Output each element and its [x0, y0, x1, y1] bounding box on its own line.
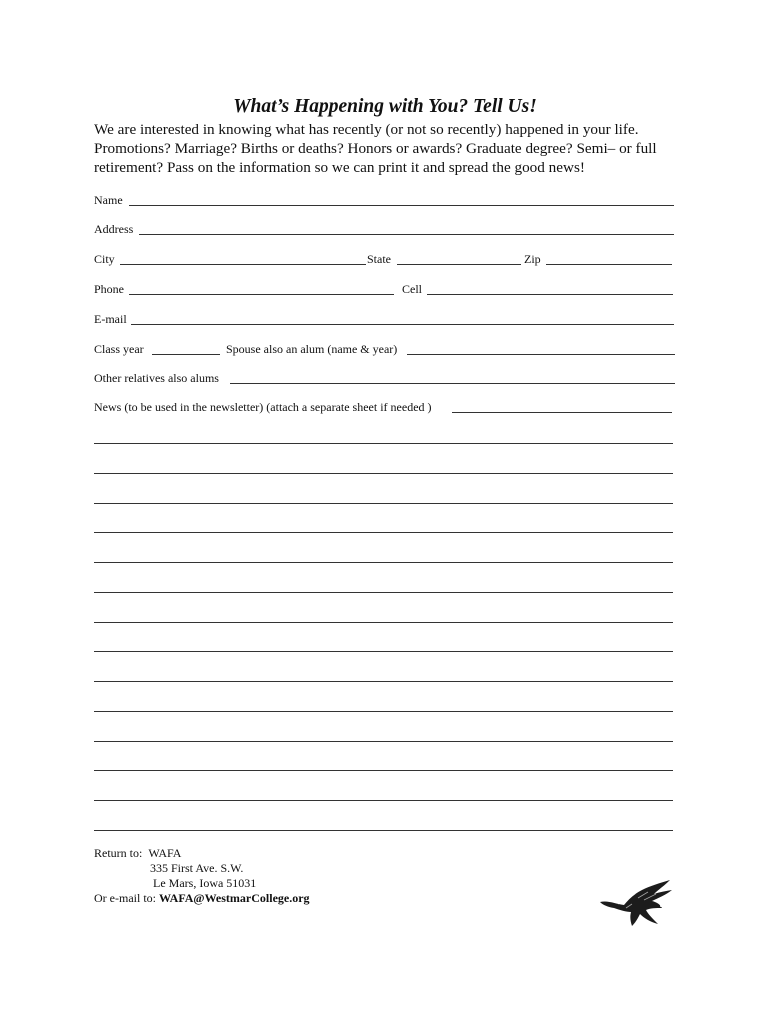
spouse-label: Spouse also an alum (name & year) — [226, 342, 398, 356]
spouse-line[interactable] — [407, 354, 675, 355]
news-label: News (to be used in the newsletter) (attach a separate sheet if needed ) — [94, 400, 432, 414]
news-blank-line[interactable] — [94, 473, 673, 474]
state-line[interactable] — [397, 264, 521, 265]
address-label: Address — [94, 222, 134, 236]
cell-line[interactable] — [427, 294, 673, 295]
return-email-line — [94, 891, 310, 906]
state-field — [367, 250, 521, 268]
news-blank-line[interactable] — [94, 711, 673, 712]
cell-label: Cell — [402, 282, 422, 296]
news-blank-line[interactable] — [94, 562, 673, 563]
news-blank-line[interactable] — [94, 592, 673, 593]
form-intro: We are interested in knowing what has recently (or not so recently) happened in your life. Promotions? Marriage? Births or deaths? Honors or awards? Graduate degree? Semi– or full retirement? Pass on the information so we can print it and spread the good news! — [94, 121, 657, 176]
name-field — [94, 191, 674, 209]
email-field — [94, 310, 674, 328]
relatives-line[interactable] — [230, 383, 675, 384]
news-field — [94, 398, 672, 416]
news-blank-line[interactable] — [94, 681, 673, 682]
return-street: 335 First Ave. S.W. — [150, 861, 244, 875]
relatives-label: Other relatives also alums — [94, 371, 219, 385]
news-line[interactable] — [452, 412, 672, 413]
news-blank-line[interactable] — [94, 622, 673, 623]
city-field — [94, 250, 366, 268]
zip-label: Zip — [524, 252, 541, 266]
news-blank-line[interactable] — [94, 651, 673, 652]
relatives-field — [94, 369, 675, 387]
news-blank-line[interactable] — [94, 532, 673, 533]
spouse-field — [226, 340, 675, 358]
return-org: WAFA — [148, 846, 182, 860]
zip-line[interactable] — [546, 264, 672, 265]
form-title: What’s Happening with You? Tell Us! — [233, 96, 537, 117]
phone-field — [94, 280, 394, 298]
news-blank-line[interactable] — [94, 800, 673, 801]
address-line[interactable] — [139, 234, 674, 235]
return-address — [94, 846, 310, 906]
address-field — [94, 220, 674, 238]
eagle-icon — [598, 878, 676, 930]
city-line[interactable] — [120, 264, 366, 265]
class-year-field — [94, 340, 220, 358]
city-label: City — [94, 252, 115, 266]
phone-line[interactable] — [129, 294, 394, 295]
return-email-label: Or e-mail to: — [94, 891, 156, 905]
phone-label: Phone — [94, 282, 124, 296]
news-blank-line[interactable] — [94, 503, 673, 504]
news-blank-line[interactable] — [94, 741, 673, 742]
name-label: Name — [94, 193, 123, 207]
news-blank-line[interactable] — [94, 830, 673, 831]
return-email-link[interactable]: WAFA@WestmarCollege.org — [158, 891, 310, 905]
email-label: E-mail — [94, 312, 127, 326]
zip-field — [524, 250, 672, 268]
return-to-label: Return to: — [94, 846, 143, 860]
class-year-label: Class year — [94, 342, 144, 356]
return-to-line — [94, 846, 310, 861]
cell-field — [402, 280, 673, 298]
class-year-line[interactable] — [152, 354, 220, 355]
email-line[interactable] — [131, 324, 674, 325]
return-city: Le Mars, Iowa 51031 — [153, 876, 257, 890]
name-line[interactable] — [129, 205, 674, 206]
news-blank-line[interactable] — [94, 443, 673, 444]
news-blank-line[interactable] — [94, 770, 673, 771]
state-label: State — [367, 252, 391, 266]
